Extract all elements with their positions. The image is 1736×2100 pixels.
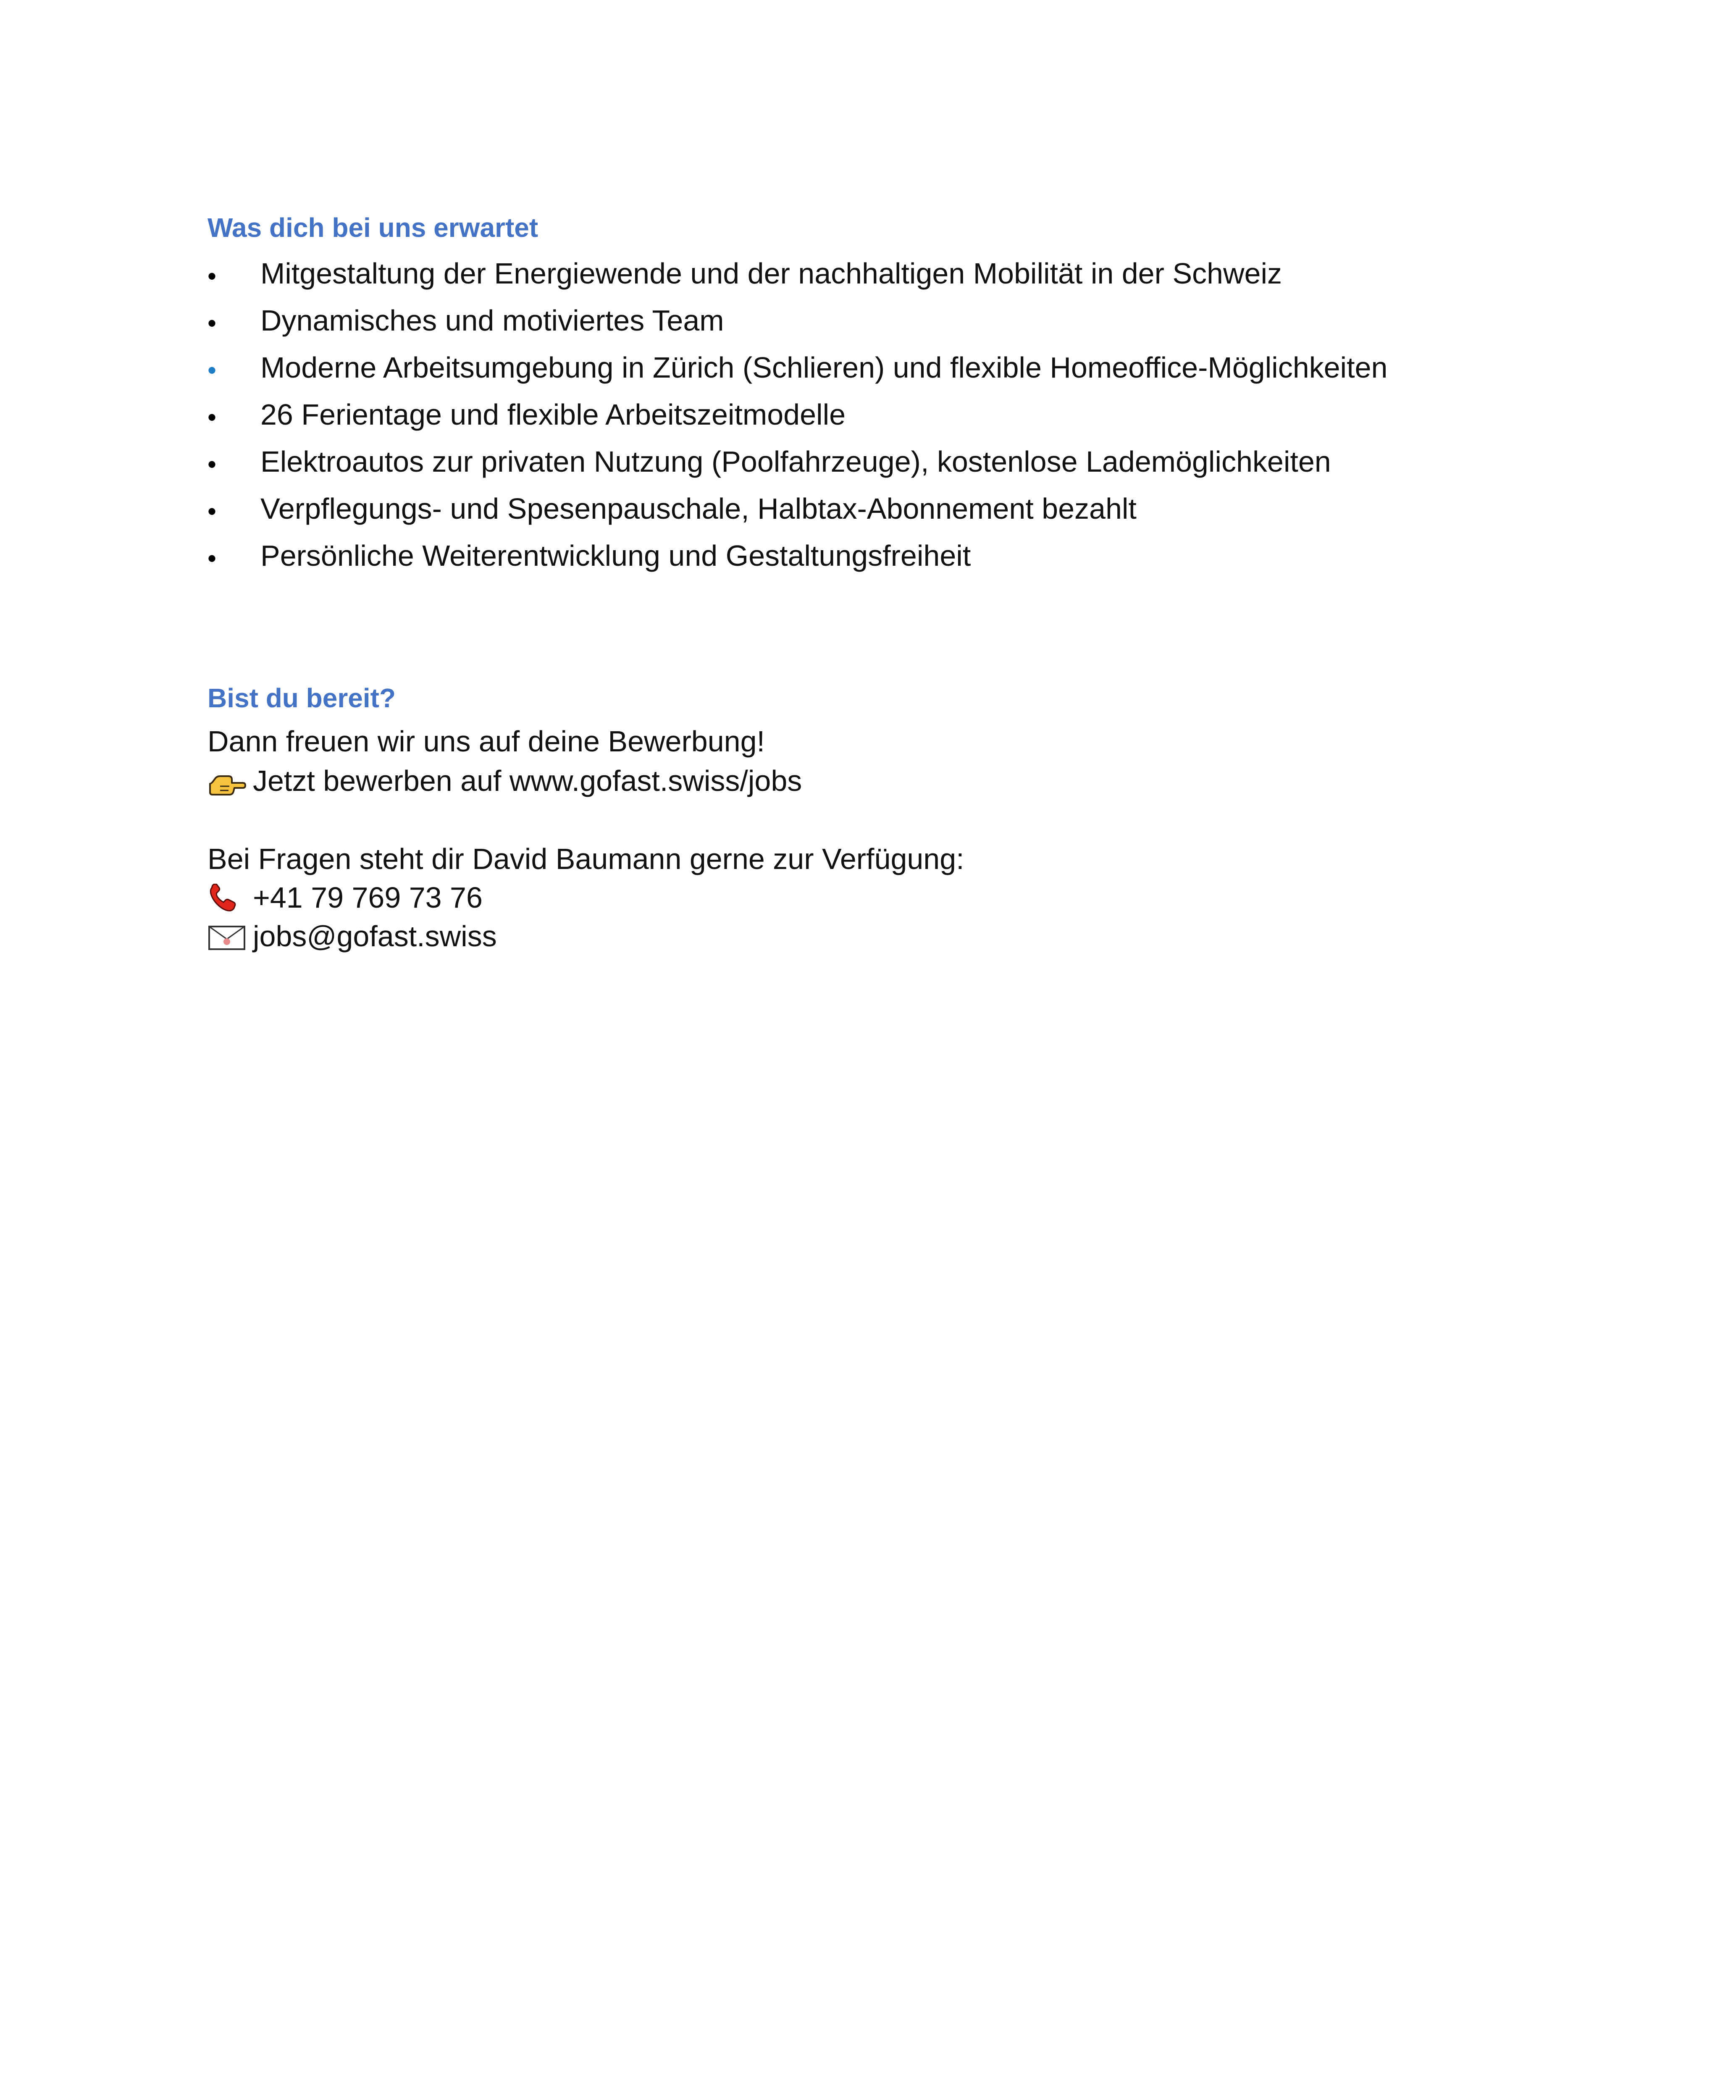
- application-intro-text: Dann freuen wir uns auf deine Bewerbung!: [207, 725, 765, 758]
- contact-intro-text: Bei Fragen steht dir David Baumann gerne zur Verfügung:: [207, 843, 964, 875]
- bullet-icon: •: [207, 356, 217, 384]
- pointing-hand-icon: [207, 767, 246, 796]
- bullet-icon: •: [207, 450, 217, 478]
- email-address[interactable]: jobs@gofast.swiss: [253, 920, 497, 953]
- section-heading-ready: Bist du bereit?: [207, 683, 396, 713]
- bullet-icon: •: [207, 262, 217, 290]
- list-item-text: Verpflegungs- und Spesenpauschale, Halbtax-Abonnement bezahlt: [260, 492, 1137, 525]
- envelope-icon: [207, 922, 246, 952]
- list-item-text: Dynamisches und motiviertes Team: [260, 304, 724, 337]
- phone-number[interactable]: +41 79 769 73 76: [253, 881, 483, 914]
- bullet-icon: •: [207, 403, 217, 431]
- list-item-text: Moderne Arbeitsumgebung in Zürich (Schlieren) und flexible Homeoffice-Möglichkeiten: [260, 351, 1388, 384]
- bullet-icon: •: [207, 544, 217, 572]
- list-item-text: Elektroautos zur privaten Nutzung (Poolfahrzeuge), kostenlose Lademöglichkeiten: [260, 445, 1331, 478]
- list-item-text: Persönliche Weiterentwicklung und Gestaltungsfreiheit: [260, 539, 971, 572]
- telephone-icon: [207, 884, 246, 913]
- apply-link[interactable]: Jetzt bewerben auf www.gofast.swiss/jobs: [253, 764, 802, 797]
- list-item-text: 26 Ferientage und flexible Arbeitszeitmodelle: [260, 398, 846, 431]
- bullet-icon: •: [207, 497, 217, 525]
- list-item-text: Mitgestaltung der Energiewende und der nachhaltigen Mobilität in der Schweiz: [260, 257, 1282, 290]
- bullet-icon: •: [207, 309, 217, 337]
- section-heading-expectations: Was dich bei uns erwartet: [207, 213, 538, 243]
